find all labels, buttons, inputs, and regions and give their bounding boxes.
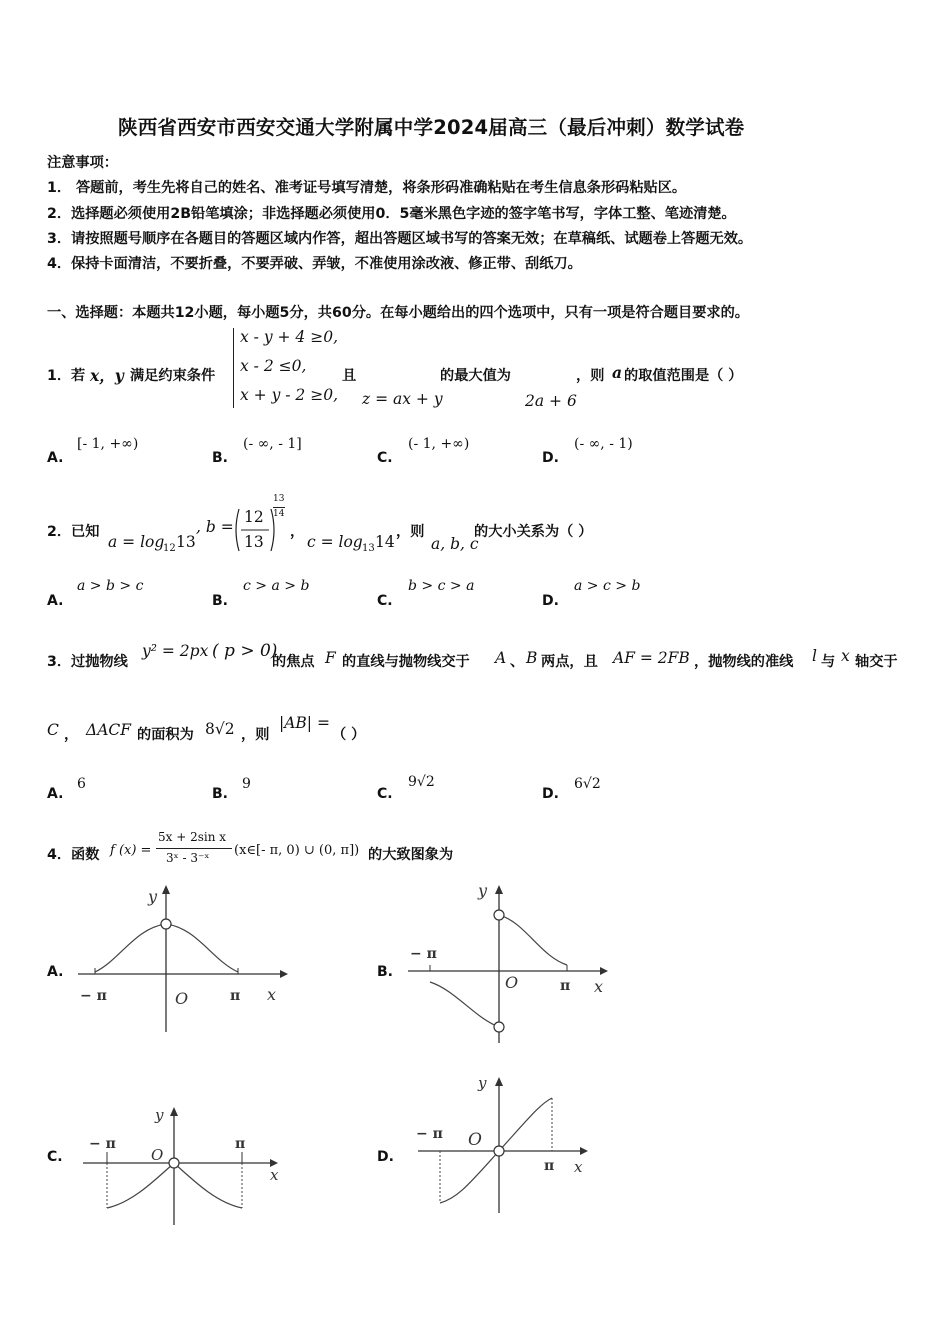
q2-a-expr: a = log [108,533,165,551]
q2-tail: 的大小关系为（ ） [474,524,593,540]
q2-abc: a, b, c [431,535,479,553]
q3-text6: 轴交于 [855,654,898,670]
option-d[interactable]: a > c > b [574,578,641,594]
option-d-label[interactable]: D. [542,593,559,609]
q1-tail: ，则 [576,368,605,384]
option-b-label[interactable]: B. [212,450,228,466]
q2-c-arg: 14 [375,533,395,551]
graph-d-pi: π [544,1158,555,1174]
graph-d[interactable] [410,1068,600,1218]
q4-tail: 的大致图象为 [368,847,454,863]
graph-a-x-label: x [267,985,277,1004]
q3-text3: 两点，且 [541,654,598,670]
option-b-label[interactable]: B. [212,593,228,609]
q3-area: 8√2 [205,720,235,738]
option-c[interactable]: 9√2 [408,774,435,790]
option-a-label[interactable]: A. [47,450,64,466]
option-c[interactable]: (- 1, +∞) [408,436,470,452]
q3-condition: ( p > 0) [212,641,278,661]
constraint-1: x - y + 4 ≥0, [240,328,338,346]
q3-ab: |AB| = [279,714,330,732]
option-d-label[interactable]: D. [542,786,559,802]
option-b-label[interactable]: B. [377,964,393,980]
q2-c-base: 13 [362,543,375,554]
section-heading: 一、选择题：本题共12小题，每小题5分，共60分。在每小题给出的四个选项中，只有一项是符合题目要求的。 [47,305,749,321]
q3-prefix: 3．过抛物线 [47,654,128,670]
q1-and: 且 [342,368,357,384]
graph-c[interactable] [75,1100,290,1230]
q2-a-base: 12 [163,543,176,554]
option-c[interactable]: b > c > a [408,578,475,594]
graph-b[interactable] [400,878,615,1048]
q2-b-den: 13 [244,533,264,551]
option-a-label[interactable]: A. [47,786,64,802]
page-title: 陕西省西安市西安交通大学附属中学2024届高三（最后冲刺）数学试卷 [118,116,745,139]
graph-d-x-label: x [574,1158,583,1176]
option-d-label[interactable]: D. [377,1149,394,1165]
option-b[interactable]: 9 [242,776,251,792]
q3-triangle: ΔACF [86,721,132,739]
q3-F: F [325,649,336,667]
graph-b-y-label: y [478,881,488,900]
q3-text9: ，则 [241,727,270,743]
q1-a: a [612,363,623,382]
graph-c-pi: π [235,1136,246,1152]
q3-text10: （ ） [332,727,366,743]
graph-d-origin: O [468,1130,482,1150]
q2-b-exp-bar [273,507,285,508]
graph-a[interactable] [70,880,290,1040]
graph-c-negpi: − π [89,1136,116,1152]
q4-denominator: 3ˣ - 3⁻ˣ [166,851,210,865]
notice-item: 3．请按照题号顺序在各题目的答题区域内作答，超出答题区域书写的答案无效；在草稿纸、试题卷上答题无效。 [47,231,753,247]
graph-a-origin: O [175,989,189,1008]
option-d[interactable]: 6√2 [574,776,601,792]
q3-text8: 的面积为 [137,727,194,743]
notice-item: 4．保持卡面清洁，不要折叠，不要弄破、弄皱，不准使用涂改液、修正带、刮纸刀。 [47,256,582,272]
q3-sep: 、 [510,654,525,670]
option-c-label[interactable]: C. [377,450,393,466]
q4-domain: (x∈[- π, 0) ∪ (0, π]) [234,843,360,858]
q3-C: C [47,721,59,739]
option-d-label[interactable]: D. [542,450,559,466]
q4-prefix: 4．函数 [47,847,100,863]
q3-parabola: y² = 2px [142,642,209,660]
graph-d-negpi: − π [416,1126,443,1142]
q3-l: l [812,647,817,665]
q3-text5: 与 [821,654,836,670]
q2-b-exp-num: 13 [273,494,285,504]
q4-fx: f (x) = [110,843,152,858]
q2-then: ，则 [396,524,425,540]
graph-a-pi: π [230,988,241,1004]
option-d[interactable]: (- ∞, - 1) [574,436,633,452]
option-a-label[interactable]: A. [47,964,64,980]
q1-z: z = ax + y [362,390,443,408]
option-b[interactable]: c > a > b [243,578,310,594]
notice-item: 1． 答题前，考生先将自己的姓名、准考证号填写清楚，将条形码准确粘贴在考生信息条形码粘贴区。 [47,180,687,196]
graph-b-x-label: x [594,977,604,996]
option-c-label[interactable]: C. [377,593,393,609]
q3-text4: ，抛物线的准线 [694,654,794,670]
q3-eq: AF = 2FB [613,649,690,667]
graph-c-x-label: x [270,1166,279,1184]
q2-b-expr: , b = [196,518,234,536]
constraint-2: x - 2 ≤0, [240,357,307,375]
q1-text: 满足约束条件 [130,368,216,384]
option-b-label[interactable]: B. [212,786,228,802]
graph-a-negpi: − π [80,988,107,1004]
graph-c-y-label: y [155,1106,164,1124]
option-a[interactable]: [- 1, +∞) [77,436,139,452]
q2-a-arg: 13 [176,533,196,551]
q1-xy: x，y [90,366,124,385]
q1-prefix: 1．若 [47,368,86,384]
graph-b-pi: π [560,978,571,994]
constraint-brace [233,328,234,408]
graph-c-origin: O [151,1146,164,1164]
q2-prefix: 2．已知 [47,524,100,540]
q3-text7: ， [64,727,79,743]
option-a[interactable]: a > b > c [77,578,144,594]
q1-max: 的最大值为 [440,368,511,384]
q3-A: A [495,649,507,667]
graph-a-y-label: y [148,887,158,906]
option-c-label[interactable]: C. [47,1149,63,1165]
q1-maxval: 2a + 6 [525,392,577,410]
q2-b-num: 12 [244,508,264,526]
graph-b-negpi: − π [410,946,437,962]
q3-text2: 的直线与抛物线交于 [342,654,470,670]
q3-B: B [526,649,538,667]
notice-item: 2．选择题必须使用2B铅笔填涂；非选择题必须使用0．5毫米黑色字迹的签字笔书写，字体工整、笔迹清楚。 [47,206,736,222]
q2-b-exp-den: 14 [273,509,285,519]
q2-c-expr: c = log [307,533,363,551]
option-a[interactable]: 6 [77,776,86,792]
graph-d-y-label: y [478,1074,487,1092]
q3-x: x [841,647,850,665]
q1-tail2: 的取值范围是（ ） [624,368,743,384]
option-a-label[interactable]: A. [47,593,64,609]
option-b[interactable]: (- ∞, - 1] [243,436,302,452]
constraint-3: x + y - 2 ≥0, [240,386,338,404]
option-c-label[interactable]: C. [377,786,393,802]
graph-b-origin: O [505,973,519,992]
q3-text1: 的焦点 [272,654,315,670]
notice-heading: 注意事项： [47,155,118,171]
q4-fraction-bar [156,848,232,849]
q4-numerator: 5x + 2sin x [158,830,227,844]
q2-comma: ， [290,524,305,540]
